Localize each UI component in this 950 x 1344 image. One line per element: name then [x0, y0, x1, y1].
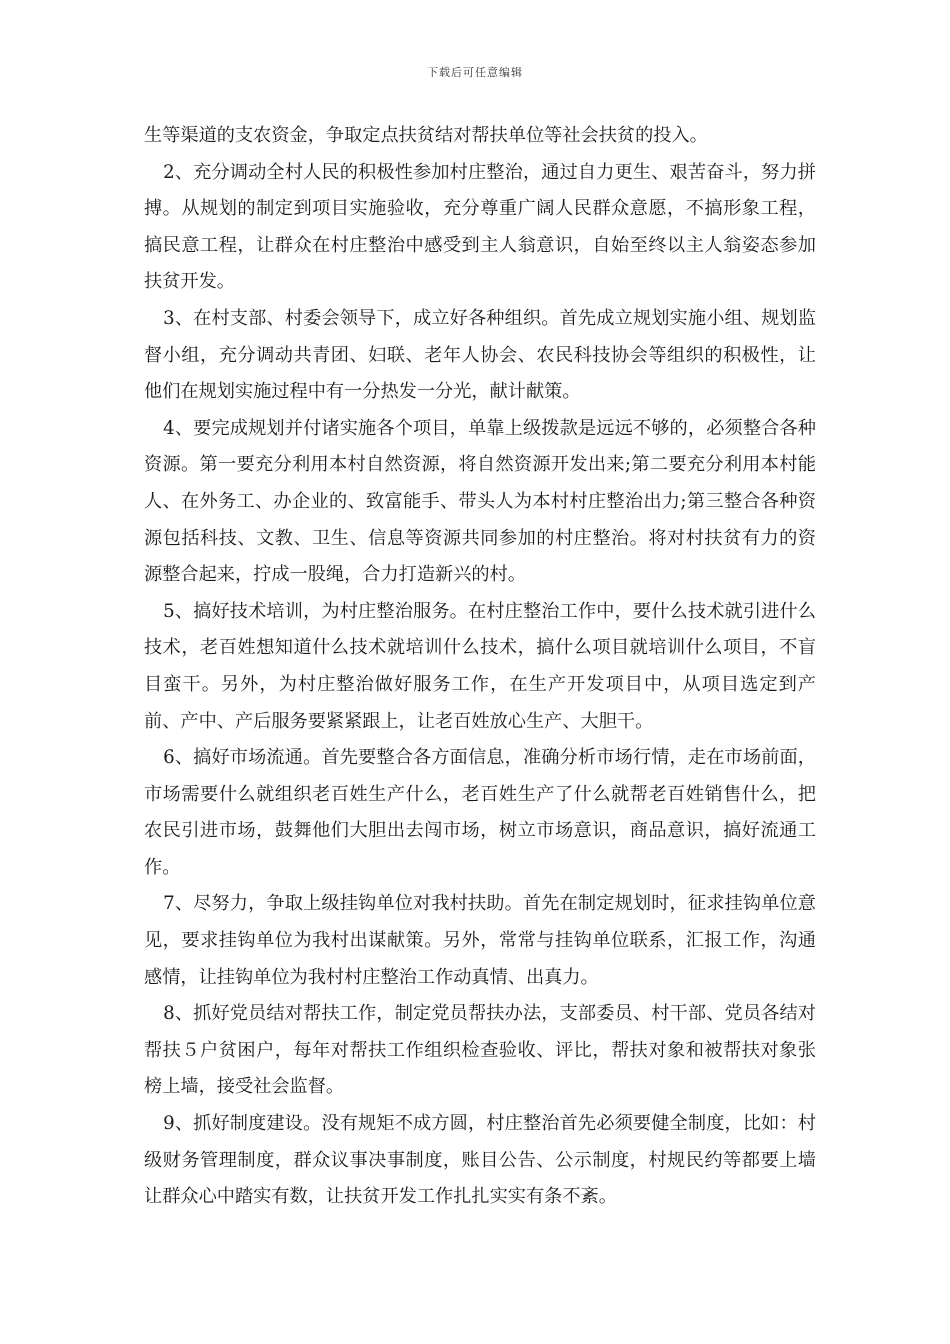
paragraph-item-8: 8、抓好党员结对帮扶工作，制定党员帮扶办法，支部委员、村干部、党员各结对帮扶５户贫困户，每年对帮扶工作组织检查验收、评比，帮扶对象和被帮扶对象张榜上墙，接受社会监督。 [144, 1003, 816, 1098]
paragraph-continuation: 生等渠道的支农资金，争取定点扶贫结对帮扶单位等社会扶贫的投入。 [144, 125, 708, 146]
paragraph-item-5: 5、搞好技术培训，为村庄整治服务。在村庄整治工作中，要什么技术就引进什么技术，老百姓想知道什么技术就培训什么技术，搞什么项目就培训什么项目，不盲目蛮干。另外，为村庄整治做好服务工作，在生产开发项目中，从项目选定到产前、产中、产后服务要紧紧跟上，让老百姓放心生产、大胆干。 [144, 600, 816, 732]
paragraph-item-9: 9、抓好制度建设。没有规矩不成方圆，村庄整治首先必须要健全制度，比如：村级财务管理制度，群众议事决事制度，账目公告、公示制度，村规民约等都要上墙让群众心中踏实有数，让扶贫开发工作扎扎实实有条不紊。 [144, 1113, 816, 1208]
paragraph-item-2: 2、充分调动全村人民的积极性参加村庄整治，通过自力更生、艰苦奋斗，努力拼搏。从规划的制定到项目实施验收，充分尊重广阔人民群众意愿，不搞形象工程，搞民意工程，让群众在村庄整治中感受到主人翁意识，自始至终以主人翁姿态参加扶贫开发。 [144, 161, 816, 293]
paragraph-item-6: 6、搞好市场流通。首先要整合各方面信息，准确分析市场行情，走在市场前面，市场需要什么就组织老百姓生产什么，老百姓生产了什么就帮老百姓销售什么，把农民引进市场，鼓舞他们大胆出去闯市场，树立市场意识，商品意识，搞好流通工作。 [144, 747, 816, 878]
paragraph-item-7: 7、尽努力，争取上级挂钩单位对我村扶助。首先在制定规划时，征求挂钩单位意见，要求挂钩单位为我村出谋献策。另外，常常与挂钩单位联系，汇报工作，沟通感情，让挂钩单位为我村村庄整治工作动真情、出真力。 [144, 893, 816, 988]
page-header: 下载后可任意编辑 [427, 66, 523, 79]
document-body [144, 118, 816, 1216]
paragraph-item-4: 4、要完成规划并付诸实施各个项目，单靠上级拨款是远远不够的，必须整合各种资源。第一要充分利用本村自然资源，将自然资源开发出来;第二要充分利用本村能人、在外务工、办企业的、致富能手、带头人为本村村庄整治出力;第三整合各种资源包括科技、文教、卫生、信息等资源共同参加的村庄整治。将对村扶贫有力的资源整合起来，拧成一股绳，合力打造新兴的村。 [144, 417, 816, 586]
paragraph-item-3: 3、在村支部、村委会领导下，成立好各种组织。首先成立规划实施小组、规划监督小组，充分调动共青团、妇联、老年人协会、农民科技协会等组织的积极性，让他们在规划实施过程中有一分热发一分光，献计献策。 [144, 307, 816, 403]
